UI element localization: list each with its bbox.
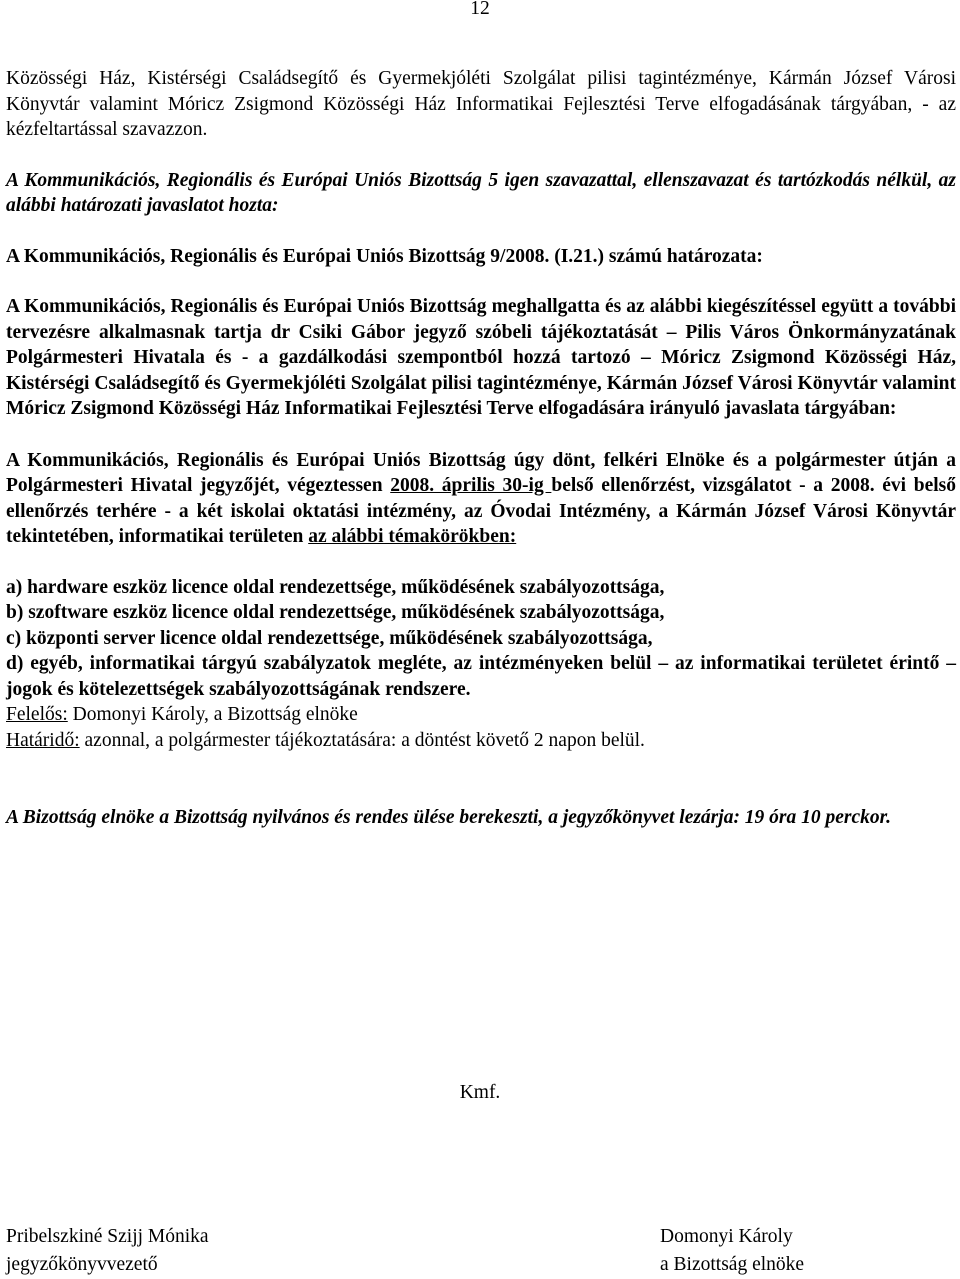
list-item: b) szoftware eszköz licence oldal rendezettsége, működésének szabályozottsága, [6,602,665,623]
decision-text-1: A Kommunikációs, Regionális és Európai Uniós Bizottság úgy dönt, felkéri Elnöke és a polgármester útján a Polgármesteri Hivatal jegyzőjét, végeztessen [6,449,956,496]
deadline-label: Határidő: [6,729,80,751]
vote-result-paragraph: A Kommunikációs, Regionális és Európai Uniós Bizottság 5 igen szavazattal, ellenszavazat és tartózkodás nélkül, az alábbi határozati javaslatot hozta: [6,169,956,216]
intro-paragraph: Közösségi Ház, Kistérségi Családsegítő és Gyermekjóléti Szolgálat pilisi tagintézménye, Kármán József Városi Könyvtár valamint Móricz Zsigmond Közösségi Ház Informatikai Fejlesztési Terve elfogadásának tárgyában, - az kézfeltartással szavazzon. [6,68,956,140]
signature-block-right [660,1223,804,1279]
list-item: a) hardware eszköz licence oldal rendezettsége, működésének szabályozottsága, [6,576,665,598]
closing-paragraph: A Bizottság elnöke a Bizottság nyilvános és rendes ülése berekeszti, a jegyzőkönyvet lezárja: 19 óra 10 perckor. [6,807,892,828]
responsible-line [6,702,956,728]
page-number: 12 [470,0,490,19]
signature-name: Pribelszkiné Szijj Mónika [6,1226,209,1247]
signature-role: jegyzőkönyvvezető [6,1254,158,1275]
signature-role: a Bizottság elnöke [660,1254,805,1275]
decision-topics-label: az alábbi témakörökben: [308,526,517,547]
resolution-title: A Kommunikációs, Regionális és Európai Uniós Bizottság 9/2008. (I.21.) számú határozata: [6,245,763,267]
topic-list [6,575,956,703]
signature-name: Domonyi Károly [660,1226,793,1247]
kmf-label: Kmf. [459,1082,501,1103]
deadline-line [6,728,956,754]
list-item: d) egyéb, informatikai tárgyú szabályzatok megléte, az intézményeken belül – az informatikai területet érintő – jogok és kötelezettségek szabályozottságának rendszere. [6,653,956,700]
decision-deadline: 2008. április 30-ig [390,475,552,496]
resolution-body: A Kommunikációs, Regionális és Európai Uniós Bizottság meghallgatta és az alábbi kiegészítéssel együtt a további tervezésre alkalmasnak tartja dr Csiki Gábor jegyző szóbeli tájékoztatását – Pilis Város Önkormányzatának Polgármesteri Hivatala és - a gazdálkodási szempontból hozzá tartozó – Móricz Zsigmond Közösségi Ház, Kistérségi Családsegítő és Gyermekjóléti Szolgálat pilisi tagintézménye, Kármán József Városi Könyvtár valamint Móricz Zsigmond Közösségi Ház Informatikai Fejlesztési Terve elfogadására irányuló javaslata tárgyában: [6,296,956,419]
document-body [6,66,956,831]
deadline-value: azonnal, a polgármester tájékoztatására: a döntést követő 2 napon belül. [79,729,645,751]
list-item: c) központi server licence oldal rendezettsége, működésének szabályozottsága, [6,627,653,649]
responsible-label: Felelős: [6,704,68,725]
decision-paragraph [6,448,956,550]
signature-block-left [6,1223,209,1279]
responsible-value: Domonyi Károly, a Bizottság elnöke [67,704,358,725]
decision-text-2: belső ellenőrzést, vizsgálatot - a 2008. évi belső ellenőrzés terhére - a két iskolai oktatási intézmény, az Óvodai Intézmény, a Kármán József Városi Könyvtár tekintetében, informatikai területen [6,475,956,547]
